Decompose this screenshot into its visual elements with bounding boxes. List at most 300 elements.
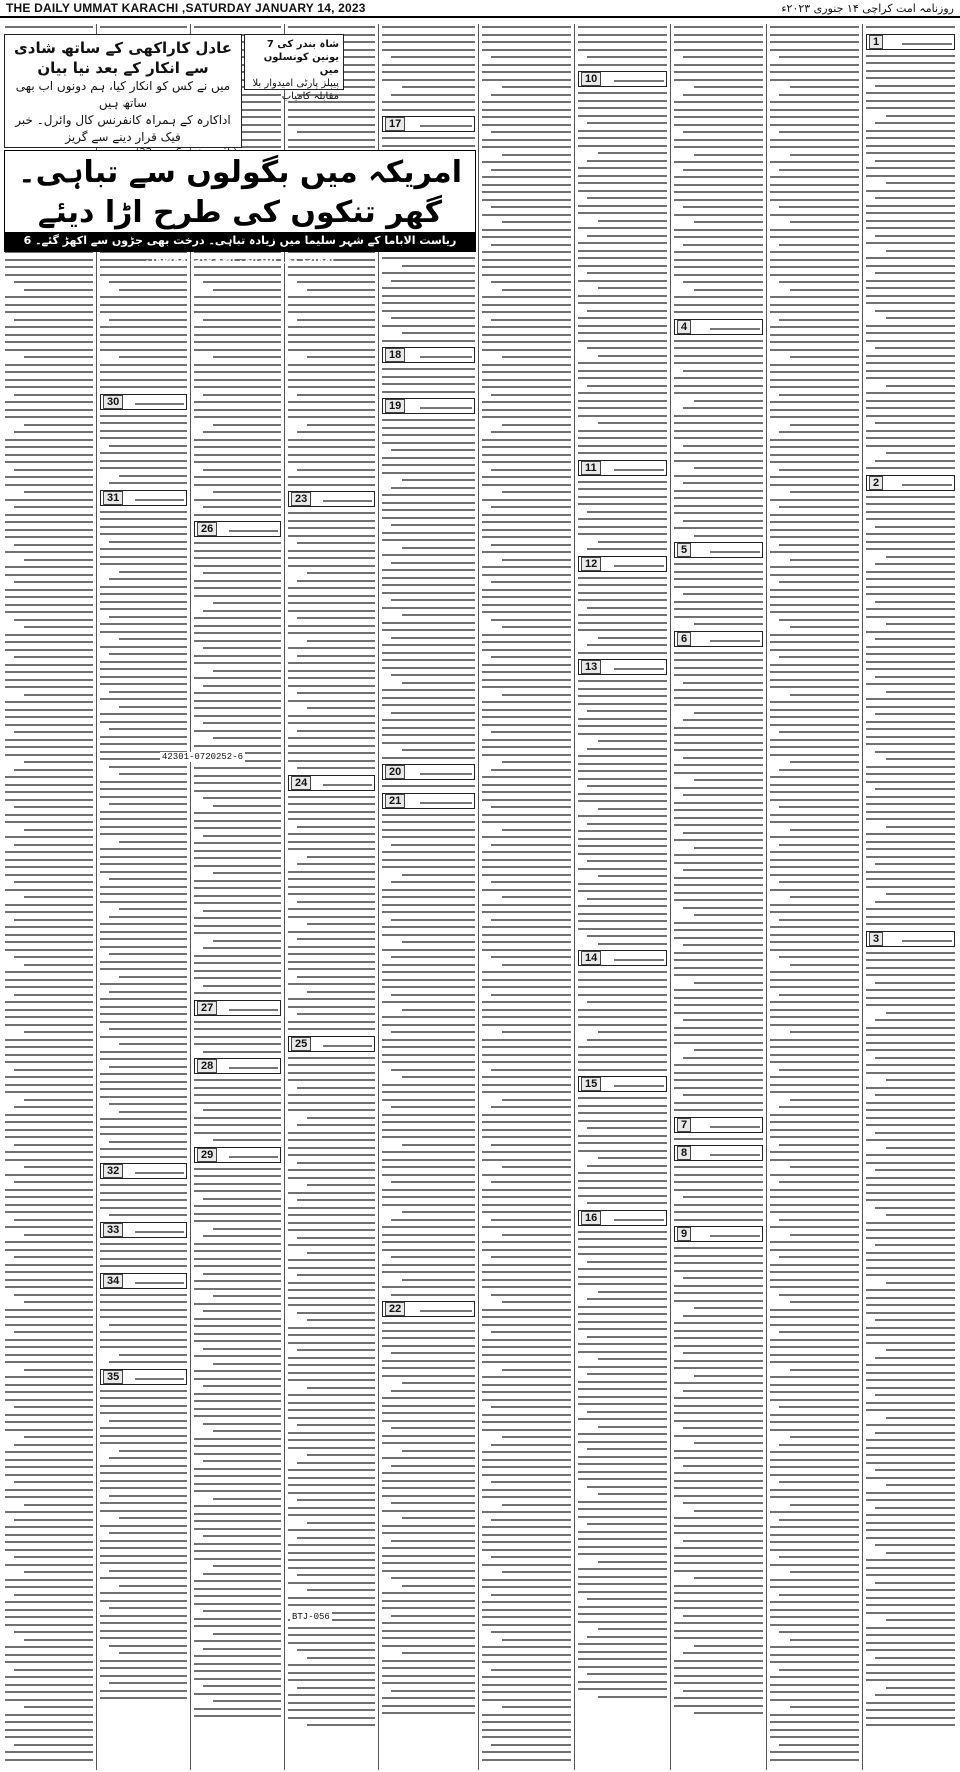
text-line xyxy=(674,1109,763,1111)
text-line xyxy=(674,1166,763,1168)
text-line xyxy=(5,1024,93,1026)
text-line xyxy=(194,632,281,634)
text-line xyxy=(297,580,375,582)
text-line xyxy=(203,1648,281,1650)
text-line xyxy=(213,1295,281,1297)
text-line xyxy=(866,1034,955,1036)
text-line xyxy=(770,949,859,951)
text-line xyxy=(382,1091,475,1093)
text-line xyxy=(674,490,763,492)
text-line xyxy=(578,718,667,720)
text-line xyxy=(194,550,281,552)
text-line xyxy=(288,818,375,820)
text-line xyxy=(5,1091,93,1093)
text-line xyxy=(288,512,375,514)
text-line xyxy=(382,667,475,669)
column-heading-title xyxy=(420,352,472,358)
text-line xyxy=(5,859,93,861)
text-line xyxy=(382,517,475,519)
text-line xyxy=(194,640,281,642)
text-line xyxy=(674,652,763,654)
text-line xyxy=(578,755,667,757)
text-line xyxy=(866,355,955,357)
text-line xyxy=(683,869,763,871)
text-line xyxy=(382,1024,475,1026)
text-line xyxy=(307,1724,375,1726)
text-line xyxy=(866,1222,955,1224)
text-line xyxy=(14,1294,93,1296)
text-line xyxy=(866,55,955,57)
text-line xyxy=(288,1214,375,1216)
text-line xyxy=(674,884,763,886)
text-line xyxy=(213,737,281,739)
text-line xyxy=(491,844,571,846)
text-line xyxy=(491,1106,571,1108)
text-line xyxy=(100,1577,187,1579)
text-line xyxy=(288,454,375,456)
text-line xyxy=(194,484,281,486)
text-line xyxy=(866,130,955,132)
column-heading-title xyxy=(135,1278,184,1284)
text-line xyxy=(866,1724,955,1726)
text-line xyxy=(402,1076,475,1078)
text-line xyxy=(674,259,763,261)
text-line xyxy=(24,1234,93,1236)
text-line xyxy=(288,670,375,672)
text-line xyxy=(866,445,955,447)
text-line xyxy=(5,1399,93,1401)
article-text xyxy=(674,652,763,1112)
text-line xyxy=(482,499,571,501)
text-line xyxy=(578,928,667,930)
text-line xyxy=(674,1480,763,1482)
text-line xyxy=(288,1192,375,1194)
text-line xyxy=(770,1279,859,1281)
text-line xyxy=(288,893,375,895)
text-line xyxy=(587,56,667,58)
text-line xyxy=(866,77,955,79)
text-line xyxy=(288,326,375,328)
column-number: 33 xyxy=(103,1223,123,1237)
text-line xyxy=(770,1459,859,1461)
text-line xyxy=(5,1226,93,1228)
text-line xyxy=(288,677,375,679)
text-line xyxy=(578,778,667,780)
text-line xyxy=(297,730,375,732)
column-number: 27 xyxy=(197,1001,217,1015)
text-line xyxy=(288,379,375,381)
text-line xyxy=(770,259,859,261)
text-line xyxy=(770,64,859,66)
text-line xyxy=(288,1006,375,1008)
text-line xyxy=(779,431,859,433)
text-column xyxy=(862,24,958,1770)
text-line xyxy=(694,467,763,469)
text-line xyxy=(674,1547,763,1549)
text-line xyxy=(578,407,667,409)
text-line xyxy=(297,1424,375,1426)
text-line xyxy=(875,197,955,199)
text-line xyxy=(578,622,667,624)
text-line xyxy=(674,355,763,357)
text-line xyxy=(482,349,571,351)
text-line xyxy=(14,1444,93,1446)
text-line xyxy=(683,482,763,484)
text-line xyxy=(674,1181,763,1183)
text-line xyxy=(491,1744,571,1746)
column-heading-title xyxy=(614,561,664,567)
text-line xyxy=(578,430,667,432)
text-line xyxy=(866,653,955,655)
text-line xyxy=(482,1046,571,1048)
text-line xyxy=(875,563,955,565)
text-line xyxy=(790,154,859,156)
text-line xyxy=(307,640,375,642)
text-line xyxy=(578,1276,667,1278)
column-heading xyxy=(382,398,475,414)
text-line xyxy=(790,761,859,763)
text-line xyxy=(770,979,859,981)
text-line xyxy=(5,274,93,276)
text-line xyxy=(502,1166,571,1168)
text-line xyxy=(674,734,763,736)
text-line xyxy=(100,1156,187,1158)
text-line xyxy=(100,713,187,715)
text-line xyxy=(770,1399,859,1401)
text-line xyxy=(402,1450,475,1452)
text-line xyxy=(770,1691,859,1693)
text-line xyxy=(109,728,187,730)
text-line xyxy=(674,1285,763,1287)
text-line xyxy=(866,1642,955,1644)
text-line xyxy=(297,1162,375,1164)
text-line xyxy=(5,1084,93,1086)
text-line xyxy=(382,368,475,370)
column-heading xyxy=(100,394,187,410)
text-line xyxy=(598,740,667,742)
text-line xyxy=(866,548,955,550)
column-number: 19 xyxy=(385,399,405,413)
text-line xyxy=(194,1438,281,1440)
text-line xyxy=(866,511,955,513)
text-line xyxy=(402,1211,475,1213)
text-line xyxy=(24,491,93,493)
text-line xyxy=(779,731,859,733)
text-line xyxy=(587,197,667,199)
text-line xyxy=(5,1751,93,1753)
text-line xyxy=(482,311,571,313)
text-line xyxy=(288,1094,375,1096)
text-line xyxy=(683,445,763,447)
text-line xyxy=(203,1385,281,1387)
text-line xyxy=(866,743,955,745)
text-line xyxy=(683,944,763,946)
text-line xyxy=(491,1294,571,1296)
text-line xyxy=(866,1514,955,1516)
text-line xyxy=(770,1699,859,1701)
text-line xyxy=(5,311,93,313)
text-line xyxy=(288,1604,375,1606)
column-heading xyxy=(382,793,475,809)
text-line xyxy=(100,863,187,865)
text-line xyxy=(288,886,375,888)
text-line xyxy=(578,503,667,505)
text-line xyxy=(674,1004,763,1006)
text-line xyxy=(382,1442,475,1444)
text-line xyxy=(194,401,281,403)
text-line xyxy=(598,943,667,945)
text-line xyxy=(491,1181,571,1183)
text-line xyxy=(194,1036,281,1038)
text-line xyxy=(119,475,187,477)
text-line xyxy=(382,41,475,43)
text-line xyxy=(770,1151,859,1153)
text-line xyxy=(866,107,955,109)
text-line xyxy=(402,1585,475,1587)
text-line xyxy=(100,818,187,820)
text-line xyxy=(482,1136,571,1138)
text-line xyxy=(5,1496,93,1498)
text-line xyxy=(382,1397,475,1399)
text-line xyxy=(770,1174,859,1176)
text-line xyxy=(203,506,281,508)
text-line xyxy=(100,631,187,633)
text-line xyxy=(779,1406,859,1408)
text-line xyxy=(866,407,955,409)
text-line xyxy=(578,115,667,117)
text-line xyxy=(875,982,955,984)
text-line xyxy=(770,686,859,688)
text-line xyxy=(194,1087,281,1089)
text-line xyxy=(213,872,281,874)
text-line xyxy=(779,1144,859,1146)
text-line xyxy=(402,874,475,876)
text-line xyxy=(578,370,667,372)
text-line xyxy=(770,1316,859,1318)
text-line xyxy=(24,1031,93,1033)
text-line xyxy=(482,1061,571,1063)
text-line xyxy=(203,1198,281,1200)
text-line xyxy=(100,983,187,985)
text-line xyxy=(5,296,93,298)
text-line xyxy=(100,1192,187,1194)
text-line xyxy=(578,1568,667,1570)
text-line xyxy=(194,542,281,544)
article-text xyxy=(5,26,93,1761)
text-line xyxy=(866,878,955,880)
column-heading xyxy=(674,319,763,335)
text-line xyxy=(578,688,667,690)
text-line xyxy=(100,781,187,783)
article-text xyxy=(674,26,763,313)
text-line xyxy=(694,535,763,537)
text-line xyxy=(866,721,955,723)
text-line xyxy=(886,691,955,693)
text-line xyxy=(866,1492,955,1494)
text-line xyxy=(674,1607,763,1609)
text-line xyxy=(875,1207,955,1209)
column-heading-title xyxy=(710,324,760,330)
text-line xyxy=(866,302,955,304)
text-line xyxy=(5,1376,93,1378)
text-line xyxy=(502,896,571,898)
text-line xyxy=(578,1613,667,1615)
text-line xyxy=(391,1256,475,1258)
text-line xyxy=(194,730,281,732)
text-line xyxy=(779,956,859,958)
text-line xyxy=(100,1487,187,1489)
column-heading xyxy=(578,1076,667,1092)
text-line xyxy=(307,1454,375,1456)
text-line xyxy=(674,49,763,51)
text-line xyxy=(100,1690,187,1692)
text-line xyxy=(770,1339,859,1341)
text-line xyxy=(770,1661,859,1663)
text-line xyxy=(391,956,475,958)
text-line xyxy=(391,994,475,996)
text-line xyxy=(482,1001,571,1003)
text-line xyxy=(288,1642,375,1644)
text-line xyxy=(100,601,187,603)
text-line xyxy=(866,152,955,154)
text-line xyxy=(674,1262,763,1264)
text-line xyxy=(770,454,859,456)
text-line xyxy=(14,281,93,283)
text-line xyxy=(866,1109,955,1111)
text-line xyxy=(194,865,281,867)
text-line xyxy=(578,1097,667,1099)
text-line xyxy=(382,1480,475,1482)
text-line xyxy=(770,1016,859,1018)
text-line xyxy=(578,340,667,342)
text-line xyxy=(587,1636,667,1638)
text-line xyxy=(297,767,375,769)
column-heading xyxy=(382,1301,475,1317)
text-line xyxy=(875,1694,955,1696)
text-line xyxy=(694,1645,763,1647)
text-line xyxy=(770,986,859,988)
text-line xyxy=(770,326,859,328)
text-line xyxy=(674,1247,763,1249)
text-line xyxy=(578,1651,667,1653)
text-line xyxy=(391,844,475,846)
text-line xyxy=(674,704,763,706)
text-line xyxy=(5,1271,93,1273)
text-line xyxy=(100,1630,187,1632)
article-text xyxy=(578,1231,667,1698)
text-line xyxy=(5,1429,93,1431)
text-line xyxy=(288,364,375,366)
text-line xyxy=(203,1109,281,1111)
text-line xyxy=(402,749,475,751)
text-line xyxy=(288,737,375,739)
text-line xyxy=(100,1096,187,1098)
text-line xyxy=(866,362,955,364)
text-line xyxy=(5,1151,93,1153)
text-line xyxy=(288,1357,375,1359)
text-line xyxy=(5,709,93,711)
text-line xyxy=(194,274,281,276)
text-line xyxy=(866,1597,955,1599)
text-line xyxy=(288,1702,375,1704)
text-line xyxy=(482,71,571,73)
text-line xyxy=(109,445,187,447)
text-line xyxy=(194,880,281,882)
text-line xyxy=(770,566,859,568)
text-line xyxy=(674,1072,763,1074)
text-line xyxy=(288,26,375,28)
text-line xyxy=(5,1646,93,1648)
text-line xyxy=(194,895,281,897)
text-line xyxy=(790,491,859,493)
text-line xyxy=(482,1564,571,1566)
text-line xyxy=(194,326,281,328)
text-line xyxy=(382,1622,475,1624)
text-line xyxy=(770,1646,859,1648)
text-line xyxy=(382,1249,475,1251)
text-line xyxy=(382,821,475,823)
text-line xyxy=(297,319,375,321)
text-line xyxy=(770,1226,859,1228)
text-line xyxy=(866,1567,955,1569)
text-line xyxy=(866,1064,955,1066)
text-line xyxy=(598,637,667,639)
text-line xyxy=(694,1712,763,1714)
text-line xyxy=(578,800,667,802)
text-line xyxy=(24,626,93,628)
text-line xyxy=(100,1622,187,1624)
text-line xyxy=(674,854,763,856)
text-line xyxy=(382,1360,475,1362)
text-line xyxy=(5,1579,93,1581)
text-line xyxy=(100,1294,187,1296)
text-line xyxy=(770,379,859,381)
text-line xyxy=(288,685,375,687)
top-story-line1: عادل کاراکھی کے ساتھ شادی سے انکار کے بعد نیا بیان xyxy=(14,39,232,77)
text-line xyxy=(119,638,187,640)
text-line xyxy=(382,986,475,988)
text-line xyxy=(203,1273,281,1275)
text-line xyxy=(482,1579,571,1581)
text-line xyxy=(382,979,475,981)
text-line xyxy=(779,806,859,808)
text-line xyxy=(866,26,955,28)
text-line xyxy=(382,1457,475,1459)
text-line xyxy=(288,722,375,724)
text-line xyxy=(770,1346,859,1348)
text-line xyxy=(288,1364,375,1366)
text-line xyxy=(683,1540,763,1542)
text-line xyxy=(382,272,475,274)
text-line xyxy=(194,454,281,456)
text-line xyxy=(5,851,93,853)
text-line xyxy=(674,1412,763,1414)
text-line xyxy=(5,649,93,651)
text-line xyxy=(5,566,93,568)
text-line xyxy=(5,1136,93,1138)
text-line xyxy=(213,1363,281,1365)
text-line xyxy=(674,1382,763,1384)
text-line xyxy=(578,49,667,51)
text-line xyxy=(482,1309,571,1311)
text-line xyxy=(683,94,763,96)
text-line xyxy=(578,445,667,447)
text-line xyxy=(5,334,93,336)
text-line xyxy=(391,881,475,883)
text-line xyxy=(866,1334,955,1336)
text-line xyxy=(866,137,955,139)
text-line xyxy=(194,364,281,366)
